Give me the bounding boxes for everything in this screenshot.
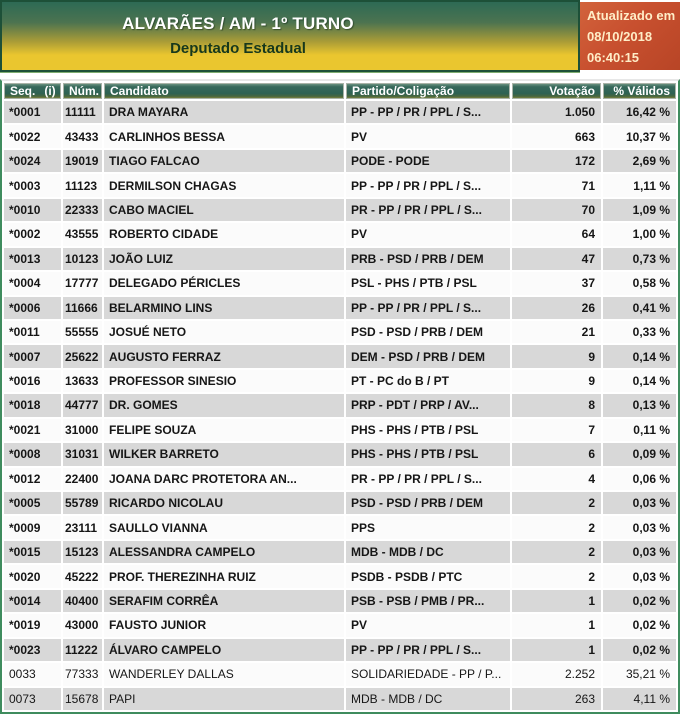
pct-cell: 0,03 % (603, 516, 676, 538)
num-cell: 25622 (63, 345, 102, 367)
column-header-candidate: Candidato (104, 83, 344, 99)
votes-cell: 71 (512, 174, 601, 196)
seq-cell: *0008 (4, 443, 61, 465)
page-subtitle: Deputado Estadual (170, 40, 306, 57)
votes-cell: 2 (512, 492, 601, 514)
num-cell: 22400 (63, 468, 102, 490)
updated-time: 06:40:15 (587, 50, 640, 65)
votes-cell: 9 (512, 345, 601, 367)
candidate-cell: DELEGADO PÉRICLES (104, 272, 344, 294)
table-row (4, 297, 676, 319)
table-row (4, 101, 676, 123)
candidate-cell: FELIPE SOUZA (104, 419, 344, 441)
party-cell: SOLIDARIEDADE - PP / P... (346, 663, 510, 685)
votes-cell: 47 (512, 248, 601, 270)
votes-cell: 1 (512, 590, 601, 612)
num-cell: 15678 (63, 688, 102, 711)
num-cell: 77333 (63, 663, 102, 685)
seq-cell: *0019 (4, 614, 61, 636)
pct-cell: 1,09 % (603, 199, 676, 221)
seq-cell: *0024 (4, 150, 61, 172)
party-cell: DEM - PSD / PRB / DEM (346, 345, 510, 367)
seq-cell: 0033 (4, 663, 61, 685)
votes-cell: 172 (512, 150, 601, 172)
column-header-seq (4, 83, 61, 99)
pct-cell: 0,06 % (603, 468, 676, 490)
table-row (4, 516, 676, 538)
num-cell: 55789 (63, 492, 102, 514)
votes-cell: 6 (512, 443, 601, 465)
table-row (4, 541, 676, 563)
num-cell: 19019 (63, 150, 102, 172)
seq-cell: *0022 (4, 125, 61, 147)
table-row (4, 492, 676, 514)
votes-cell: 1 (512, 614, 601, 636)
column-header-votes: Votação (512, 83, 601, 99)
seq-cell: *0002 (4, 223, 61, 245)
seq-cell: *0005 (4, 492, 61, 514)
party-cell: PRB - PSD / PRB / DEM (346, 248, 510, 270)
seq-cell: *0007 (4, 345, 61, 367)
candidate-cell: PROFESSOR SINESIO (104, 370, 344, 392)
votes-cell: 70 (512, 199, 601, 221)
seq-cell: *0021 (4, 419, 61, 441)
votes-cell: 37 (512, 272, 601, 294)
seq-cell: *0023 (4, 639, 61, 661)
seq-cell: 0073 (4, 688, 61, 711)
table-row (4, 419, 676, 441)
seq-cell: *0010 (4, 199, 61, 221)
table-row (4, 468, 676, 490)
seq-cell: *0009 (4, 516, 61, 538)
party-cell: PP - PP / PR / PPL / S... (346, 639, 510, 661)
party-cell: PP - PP / PR / PPL / S... (346, 297, 510, 319)
seq-cell: *0013 (4, 248, 61, 270)
pct-cell: 1,11 % (603, 174, 676, 196)
seq-cell: *0018 (4, 394, 61, 416)
table-row (4, 321, 676, 343)
pct-cell: 0,33 % (603, 321, 676, 343)
pct-cell: 0,02 % (603, 590, 676, 612)
votes-cell: 1 (512, 639, 601, 661)
seq-cell: *0006 (4, 297, 61, 319)
banner (0, 0, 580, 72)
party-cell: MDB - MDB / DC (346, 541, 510, 563)
candidate-cell: ALESSANDRA CAMPELO (104, 541, 344, 563)
pct-cell: 0,03 % (603, 565, 676, 587)
table-row (4, 370, 676, 392)
party-cell: PSB - PSB / PMB / PR... (346, 590, 510, 612)
candidate-cell: CARLINHOS BESSA (104, 125, 344, 147)
party-cell: PPS (346, 516, 510, 538)
pct-cell: 0,11 % (603, 419, 676, 441)
seq-cell: *0003 (4, 174, 61, 196)
party-cell: PR - PP / PR / PPL / S... (346, 468, 510, 490)
table-row (4, 614, 676, 636)
num-cell: 43433 (63, 125, 102, 147)
num-cell: 22333 (63, 199, 102, 221)
updated-label: Atualizado em (587, 8, 676, 23)
pct-cell: 0,02 % (603, 639, 676, 661)
party-cell: PR - PP / PR / PPL / S... (346, 199, 510, 221)
candidate-cell: SERAFIM CORRÊA (104, 590, 344, 612)
num-cell: 43555 (63, 223, 102, 245)
results-table (2, 81, 678, 712)
seq-cell: *0016 (4, 370, 61, 392)
votes-cell: 2 (512, 516, 601, 538)
page-title: ALVARÃES / AM - 1º TURNO (122, 14, 354, 33)
updated-box (580, 2, 680, 70)
table-header-row (4, 83, 676, 99)
num-cell: 31031 (63, 443, 102, 465)
column-header-party: Partido/Coligação (346, 83, 510, 99)
pct-cell: 10,37 % (603, 125, 676, 147)
party-cell: PV (346, 125, 510, 147)
votes-cell: 663 (512, 125, 601, 147)
pct-cell: 0,73 % (603, 248, 676, 270)
candidate-cell: WANDERLEY DALLAS (104, 663, 344, 685)
pct-cell: 0,03 % (603, 541, 676, 563)
party-cell: PSL - PHS / PTB / PSL (346, 272, 510, 294)
pct-cell: 2,69 % (603, 150, 676, 172)
candidate-cell: SAULLO VIANNA (104, 516, 344, 538)
updated-date: 08/10/2018 (587, 29, 653, 44)
party-cell: PP - PP / PR / PPL / S... (346, 174, 510, 196)
num-cell: 45222 (63, 565, 102, 587)
table-row (4, 394, 676, 416)
num-cell: 40400 (63, 590, 102, 612)
candidate-cell: JOÃO LUIZ (104, 248, 344, 270)
column-header-num: Núm. (63, 83, 102, 99)
seq-cell: *0015 (4, 541, 61, 563)
pct-cell: 0,41 % (603, 297, 676, 319)
seq-cell: *0020 (4, 565, 61, 587)
results-table-wrapper (0, 79, 680, 714)
votes-cell: 2.252 (512, 663, 601, 685)
party-cell: PT - PC do B / PT (346, 370, 510, 392)
seq-info-marker[interactable]: (i) (44, 84, 56, 98)
num-cell: 11123 (63, 174, 102, 196)
party-cell: PSD - PSD / PRB / DEM (346, 321, 510, 343)
party-cell: PSD - PSD / PRB / DEM (346, 492, 510, 514)
party-cell: PRP - PDT / PRP / AV... (346, 394, 510, 416)
table-row (4, 443, 676, 465)
num-cell: 43000 (63, 614, 102, 636)
candidate-cell: ROBERTO CIDADE (104, 223, 344, 245)
num-cell: 11666 (63, 297, 102, 319)
num-cell: 44777 (63, 394, 102, 416)
votes-cell: 2 (512, 541, 601, 563)
party-cell: MDB - MDB / DC (346, 688, 510, 711)
table-row (4, 150, 676, 172)
votes-cell: 64 (512, 223, 601, 245)
votes-cell: 7 (512, 419, 601, 441)
candidate-cell: JOSUÉ NETO (104, 321, 344, 343)
votes-cell: 4 (512, 468, 601, 490)
party-cell: PV (346, 223, 510, 245)
table-row (4, 174, 676, 196)
num-cell: 15123 (63, 541, 102, 563)
num-cell: 23111 (63, 516, 102, 538)
num-cell: 11222 (63, 639, 102, 661)
table-row (4, 345, 676, 367)
candidate-cell: DERMILSON CHAGAS (104, 174, 344, 196)
seq-cell: *0011 (4, 321, 61, 343)
candidate-cell: PAPI (104, 688, 344, 711)
pct-cell: 1,00 % (603, 223, 676, 245)
pct-cell: 0,09 % (603, 443, 676, 465)
pct-cell: 35,21 % (603, 663, 676, 685)
banner-text (2, 12, 578, 60)
table-row (4, 223, 676, 245)
seq-cell: *0012 (4, 468, 61, 490)
party-cell: PSDB - PSDB / PTC (346, 565, 510, 587)
table-row (4, 125, 676, 147)
pct-cell: 0,14 % (603, 345, 676, 367)
pct-cell: 0,14 % (603, 370, 676, 392)
candidate-cell: WILKER BARRETO (104, 443, 344, 465)
results-tbody (4, 101, 676, 710)
table-row (4, 639, 676, 661)
num-cell: 17777 (63, 272, 102, 294)
party-cell: PHS - PHS / PTB / PSL (346, 419, 510, 441)
votes-cell: 1.050 (512, 101, 601, 123)
table-row (4, 663, 676, 685)
party-cell: PP - PP / PR / PPL / S... (346, 101, 510, 123)
candidate-cell: BELARMINO LINS (104, 297, 344, 319)
seq-cell: *0014 (4, 590, 61, 612)
seq-cell: *0001 (4, 101, 61, 123)
num-cell: 31000 (63, 419, 102, 441)
candidate-cell: CABO MACIEL (104, 199, 344, 221)
column-header-pct: % Válidos (603, 83, 676, 99)
pct-cell: 16,42 % (603, 101, 676, 123)
num-cell: 11111 (63, 101, 102, 123)
party-cell: PV (346, 614, 510, 636)
candidate-cell: DRA MAYARA (104, 101, 344, 123)
table-row (4, 199, 676, 221)
votes-cell: 21 (512, 321, 601, 343)
candidate-cell: JOANA DARC PROTETORA AN... (104, 468, 344, 490)
candidate-cell: PROF. THEREZINHA RUIZ (104, 565, 344, 587)
votes-cell: 263 (512, 688, 601, 711)
candidate-cell: ÁLVARO CAMPELO (104, 639, 344, 661)
table-row (4, 590, 676, 612)
table-row (4, 565, 676, 587)
seq-label: Seq. (10, 84, 36, 98)
num-cell: 55555 (63, 321, 102, 343)
votes-cell: 26 (512, 297, 601, 319)
candidate-cell: TIAGO FALCAO (104, 150, 344, 172)
votes-cell: 8 (512, 394, 601, 416)
candidate-cell: FAUSTO JUNIOR (104, 614, 344, 636)
table-row (4, 248, 676, 270)
num-cell: 10123 (63, 248, 102, 270)
pct-cell: 0,02 % (603, 614, 676, 636)
table-row (4, 272, 676, 294)
pct-cell: 0,58 % (603, 272, 676, 294)
pct-cell: 0,03 % (603, 492, 676, 514)
pct-cell: 0,13 % (603, 394, 676, 416)
seq-cell: *0004 (4, 272, 61, 294)
party-cell: PHS - PHS / PTB / PSL (346, 443, 510, 465)
candidate-cell: AUGUSTO FERRAZ (104, 345, 344, 367)
candidate-cell: RICARDO NICOLAU (104, 492, 344, 514)
party-cell: PODE - PODE (346, 150, 510, 172)
candidate-cell: DR. GOMES (104, 394, 344, 416)
num-cell: 13633 (63, 370, 102, 392)
table-row (4, 688, 676, 711)
pct-cell: 4,11 % (603, 688, 676, 711)
votes-cell: 9 (512, 370, 601, 392)
votes-cell: 2 (512, 565, 601, 587)
